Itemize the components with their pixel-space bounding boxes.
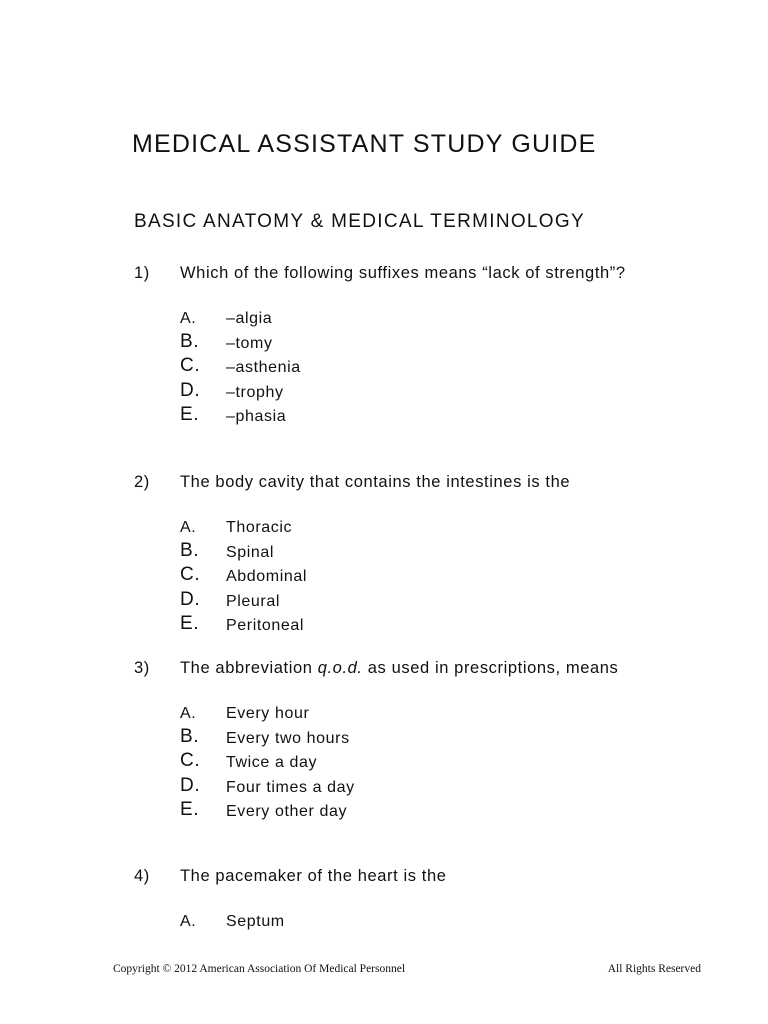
option-text: –tomy xyxy=(226,334,273,352)
question-number: 1) xyxy=(134,264,150,282)
option-letter: C. xyxy=(180,355,201,377)
option-text: –asthenia xyxy=(226,359,301,377)
option-text: Every hour xyxy=(226,705,310,722)
answer-option-c xyxy=(180,356,654,381)
option-text: Four times a day xyxy=(226,778,355,796)
option-text: Every other day xyxy=(226,803,348,821)
section-title: BASIC ANATOMY & MEDICAL TERMINOLOGY xyxy=(134,211,585,232)
question-4-stem xyxy=(134,864,654,888)
option-text: Pleural xyxy=(226,592,281,610)
answer-option-a xyxy=(180,307,654,332)
answer-option-e xyxy=(180,800,654,825)
option-letter: A. xyxy=(180,519,197,536)
option-text: Septum xyxy=(226,913,285,930)
answer-options xyxy=(180,307,654,430)
document-title: MEDICAL ASSISTANT STUDY GUIDE xyxy=(132,130,597,158)
option-text: Spinal xyxy=(226,543,275,561)
option-text: –phasia xyxy=(226,408,287,426)
option-letter: A. xyxy=(180,310,197,327)
answer-option-c xyxy=(180,565,654,590)
answer-option-b xyxy=(180,332,654,357)
answer-option-d xyxy=(180,381,654,406)
question-1 xyxy=(134,261,654,430)
question-text: The pacemaker of the heart is the xyxy=(180,867,447,885)
question-number: 2) xyxy=(134,473,150,491)
option-letter: B. xyxy=(180,725,200,747)
question-3 xyxy=(134,656,654,825)
option-letter: A. xyxy=(180,705,197,722)
option-letter: E. xyxy=(180,613,200,635)
option-letter: D. xyxy=(180,588,201,610)
question-3-stem xyxy=(134,656,654,680)
option-letter: D. xyxy=(180,774,201,796)
answer-option-b xyxy=(180,727,654,752)
question-text-start: The abbreviation xyxy=(180,659,318,677)
question-4 xyxy=(134,864,654,935)
option-letter: B. xyxy=(180,330,200,352)
option-letter: C. xyxy=(180,750,201,772)
answer-option-d xyxy=(180,776,654,801)
answer-options xyxy=(180,910,654,935)
answer-options xyxy=(180,702,654,825)
option-letter: A. xyxy=(180,913,197,930)
option-letter: B. xyxy=(180,539,200,561)
option-letter: E. xyxy=(180,799,200,821)
copyright-notice: Copyright © 2012 American Association Of Medical Personnel xyxy=(113,963,406,975)
option-text: Abdominal xyxy=(226,568,308,586)
question-text: Which of the following suffixes means “lack of strength”? xyxy=(180,264,626,282)
answer-option-e xyxy=(180,614,654,639)
option-text: Every two hours xyxy=(226,729,350,747)
option-letter: C. xyxy=(180,564,201,586)
answer-option-a xyxy=(180,516,654,541)
rights-notice: All Rights Reserved xyxy=(607,963,701,975)
answer-options xyxy=(180,516,654,639)
option-text: Twice a day xyxy=(226,754,318,772)
question-2-stem xyxy=(134,470,654,494)
answer-option-b xyxy=(180,541,654,566)
option-text: Peritoneal xyxy=(226,617,305,635)
option-letter: E. xyxy=(180,404,200,426)
option-text: –algia xyxy=(226,310,273,327)
answer-option-a xyxy=(180,910,654,935)
option-text: –trophy xyxy=(226,383,284,401)
option-letter: D. xyxy=(180,379,201,401)
answer-option-d xyxy=(180,590,654,615)
question-text: The body cavity that contains the intestines is the xyxy=(180,473,571,491)
question-number: 4) xyxy=(134,867,150,885)
question-1-stem xyxy=(134,261,654,285)
question-number: 3) xyxy=(134,659,150,677)
answer-option-a xyxy=(180,702,654,727)
question-2 xyxy=(134,470,654,639)
question-text xyxy=(180,656,654,680)
question-text-end: as used in prescriptions, means xyxy=(362,659,619,677)
answer-option-e xyxy=(180,405,654,430)
answer-option-c xyxy=(180,751,654,776)
abbreviation-term: q.o.d. xyxy=(317,659,363,677)
option-text: Thoracic xyxy=(226,519,293,536)
